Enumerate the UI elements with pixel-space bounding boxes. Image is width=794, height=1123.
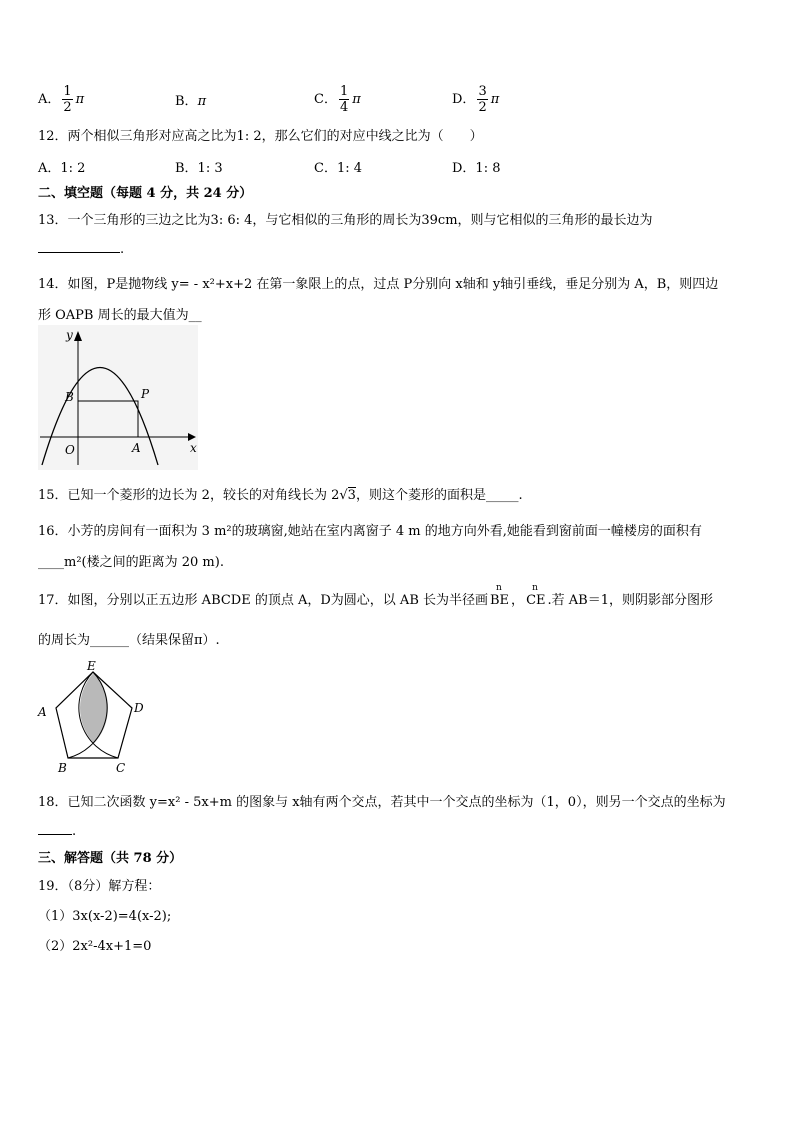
arc-be	[490, 583, 510, 608]
q16-stem-line1: 16．小芳的房间有一面积为 3 m²的玻璃窗,她站在室内离窗子 4 m 的地方向外看,她能看到窗前面一幢楼房的面积有	[38, 524, 702, 539]
arc-mark: n	[532, 583, 538, 593]
q12-option-b: B．1: 3	[175, 161, 223, 176]
mask-top	[36, 660, 156, 672]
q12-option-c: C．1: 4	[314, 161, 363, 176]
pi-symbol: π	[352, 92, 361, 107]
option-label: D．	[452, 92, 476, 107]
pi-symbol: π	[197, 94, 207, 109]
option-label: C．	[314, 92, 337, 107]
denominator: 4	[339, 100, 349, 115]
denominator: 2	[478, 100, 487, 115]
vertex-e-label: E	[87, 660, 96, 673]
x-axis-label: x	[190, 441, 197, 455]
separator: ，	[511, 593, 525, 608]
q19-part1: （1）3x(x-2)=4(x-2);	[38, 909, 172, 924]
pentagon-figure	[36, 660, 156, 778]
q14-stem-line1: 14．如图，P是抛物线 y= - x²+x+2 在第一象限上的点，过点 P分别向 x轴和 y轴引垂线，垂足分别为 A，B，则四边	[38, 277, 719, 292]
option-label: B．	[175, 94, 198, 109]
q15-text: 15．已知一个菱形的边长为 2，较长的对角线长为 2	[38, 488, 340, 503]
numerator: 1	[339, 84, 349, 99]
q17-text: 17．如图，分别以正五边形 ABCDE 的顶点 A，D为圆心，以 AB 长为半径画	[38, 593, 488, 608]
sqrt-symbol: √	[339, 488, 348, 503]
origin-label: O	[65, 443, 75, 457]
parabola-figure	[38, 325, 198, 470]
numerator: 1	[63, 84, 72, 99]
vertex-d-label: D	[134, 701, 144, 715]
q14-stem-line2: 形 OAPB 周长的最大值为__	[38, 308, 202, 323]
figure-background	[38, 325, 198, 470]
q16-stem-line2: ____m²(楼之间的距离为 20 m).	[38, 555, 224, 570]
fraction	[62, 84, 72, 115]
point-a-label: A	[132, 441, 141, 455]
q11-option-a	[38, 84, 84, 115]
q11-option-b	[175, 90, 206, 109]
fraction	[339, 84, 349, 115]
fraction	[477, 84, 487, 115]
q17-stem-line2: 的周长为______（结果保留π）.	[38, 633, 220, 648]
arc-label: BE	[490, 593, 510, 608]
vertex-b-label: B	[58, 761, 67, 775]
q12-option-d: D．1: 8	[452, 161, 501, 176]
section-heading-solutions: 三、解答题（共 78 分）	[38, 851, 183, 866]
q17-text-rest: .若 AB＝1，则阴影部分图形	[547, 593, 713, 608]
y-axis-label: y	[66, 328, 73, 342]
vertex-c-label: C	[116, 761, 126, 775]
point-b-label: B	[65, 390, 74, 404]
q11-option-c	[314, 84, 361, 115]
q15-stem	[38, 484, 523, 503]
pi-symbol: π	[490, 92, 500, 107]
q12-option-a: A．1: 2	[38, 161, 86, 176]
answer-blank	[38, 240, 120, 253]
arc-ce	[526, 583, 546, 608]
section-heading-fill-in: 二、填空题（每题 4 分，共 24 分）	[38, 186, 253, 201]
q13-answer-line	[38, 240, 124, 257]
period: .	[72, 824, 77, 839]
arc-label: CE	[526, 593, 546, 608]
period: .	[120, 242, 125, 257]
q19-title: 19．（8分）解方程：	[38, 879, 161, 894]
pi-symbol: π	[75, 92, 85, 107]
radicand: 3	[347, 488, 356, 503]
arc-mark: n	[496, 583, 502, 593]
point-p-label: P	[141, 387, 150, 401]
denominator: 2	[63, 100, 72, 115]
q13-stem: 13．一个三角形的三边之比为3: 6: 4，与它相似的三角形的周长为39cm，则与它相似的三角形的最长边为	[38, 213, 653, 228]
q18-stem: 18．已知二次函数 y=x² - 5x+m 的图象与 x轴有两个交点，若其中一个交点的坐标为（1，0），则另一个交点的坐标为	[38, 795, 726, 810]
q15-text-rest: ，则这个菱形的面积是_____.	[355, 488, 523, 503]
option-label: A．	[38, 92, 61, 107]
q12-stem: 12．两个相似三角形对应高之比为1: 2，那么它们的对应中线之比为（ ）	[38, 129, 483, 144]
q19-part2: （2）2x²-4x+1=0	[38, 939, 152, 954]
q17-stem-line1	[38, 583, 713, 608]
vertex-a-label: A	[38, 705, 47, 719]
answer-blank	[38, 822, 72, 835]
numerator: 3	[478, 84, 487, 99]
q18-answer-line	[38, 822, 76, 839]
q11-option-d	[452, 84, 499, 115]
